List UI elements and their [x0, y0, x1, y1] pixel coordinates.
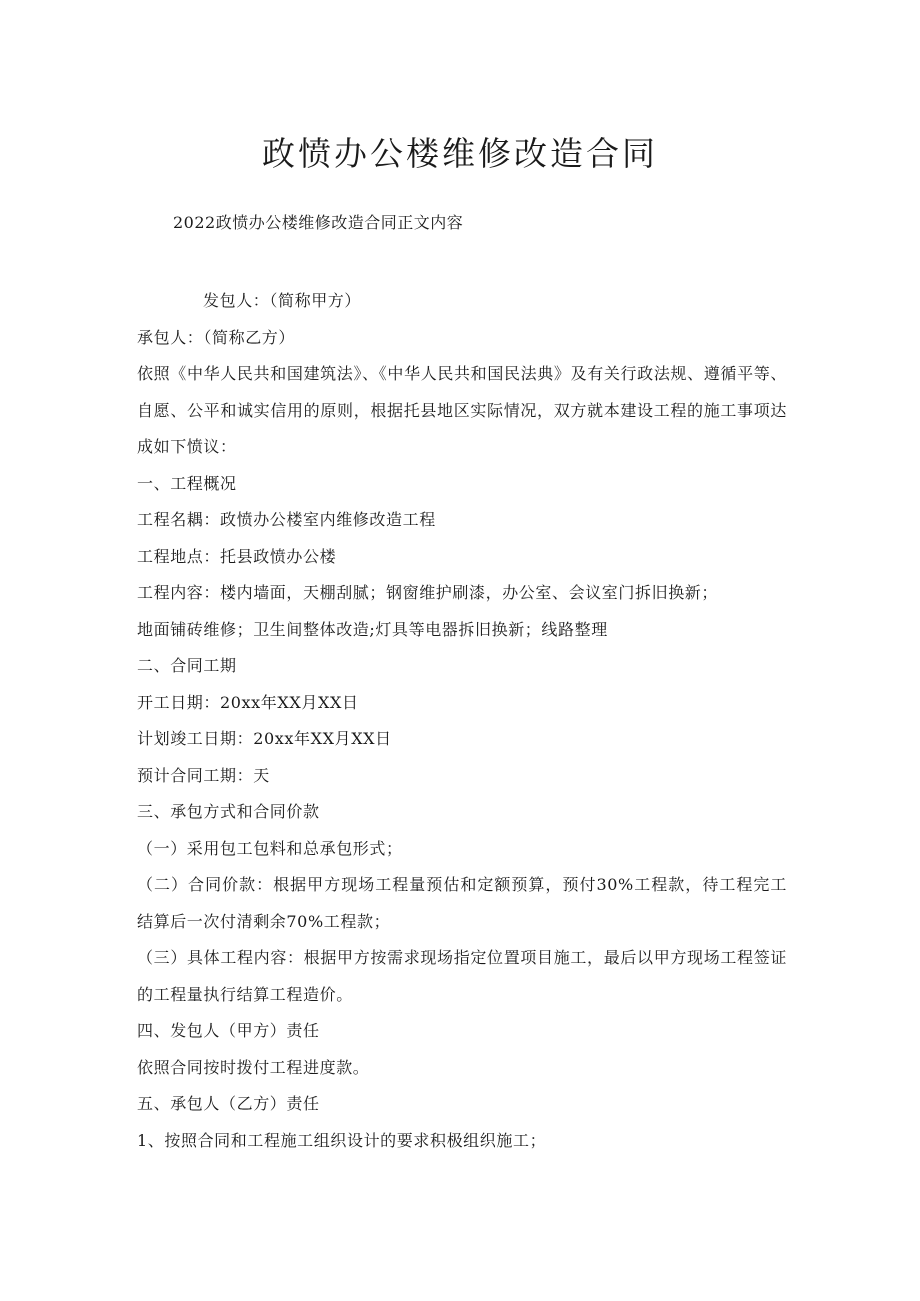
- section-heading-party-b-duty: 五、承包人（乙方）责任: [137, 1094, 320, 1113]
- project-name-line: 工程名耦：政愤办公楼室内维修改造工程: [137, 510, 436, 529]
- contract-clause-3: （三）具体工程内容：根据甲方按需求现场指定位置项目施工，最后以甲方现场工程签证的工程量执行结算工程造价。: [137, 948, 787, 1004]
- section-heading-overview: 一、工程概况: [137, 473, 237, 493]
- document-body: [137, 283, 787, 1159]
- contract-clause-1: （一）采用包工包料和总承包形式；: [137, 838, 403, 858]
- document-subtitle: 2022政愤办公楼维修改造合同正文内容: [173, 213, 464, 232]
- project-content-line-continued: 地面铺砖维修；卫生间整体改造;灯具等电器拆旧换新；线路整理: [137, 619, 608, 639]
- section-heading-party-a-duty: 四、发包人（甲方）责任: [137, 1021, 320, 1040]
- project-location-line: 工程地点：托县政愤办公楼: [137, 546, 337, 566]
- preamble-paragraph: 依照《中华人民共和国建筑法》、《中华人民共和国民法典》及有关行政法规、遵循平等、自愿、公平和诚实信用的原则，根据托县地区实际情况，双方就本建设工程的施工事项达成如下愤议：: [137, 364, 787, 456]
- document-title: 政愤办公楼维修改造合同: [262, 134, 658, 173]
- party-a-duty-line: 依照合同按时拨付工程进度款。: [137, 1057, 370, 1077]
- start-date-line: 开工日期：20xx年XX月XX日: [137, 692, 359, 712]
- party-a-line: 发包人：（简称甲方）: [203, 291, 362, 310]
- party-b-duty-item-1: 1、按照合同和工程施工组织设计的要求积极组织施工；: [137, 1130, 547, 1150]
- project-content-line: 工程内容：楼内墙面，天棚刮腻；钢窗维护刷漆，办公室、会议室门拆旧换新；: [137, 583, 719, 602]
- section-heading-duration: 二、合同工期: [137, 656, 237, 675]
- duration-line: 预计合同工期：天: [137, 765, 270, 785]
- completion-date-line: 计划竣工日期：20xx年XX月XX日: [137, 729, 392, 748]
- contract-clause-2: （二）合同价款：根据甲方现场工程量预估和定额预算，预付30%工程款，待工程完工结算后一次付清剩余70%工程款；: [137, 875, 787, 931]
- section-heading-contract-price: 三、承包方式和合同价款: [137, 802, 320, 821]
- party-b-line: 承包人：（简称乙方）: [137, 327, 296, 347]
